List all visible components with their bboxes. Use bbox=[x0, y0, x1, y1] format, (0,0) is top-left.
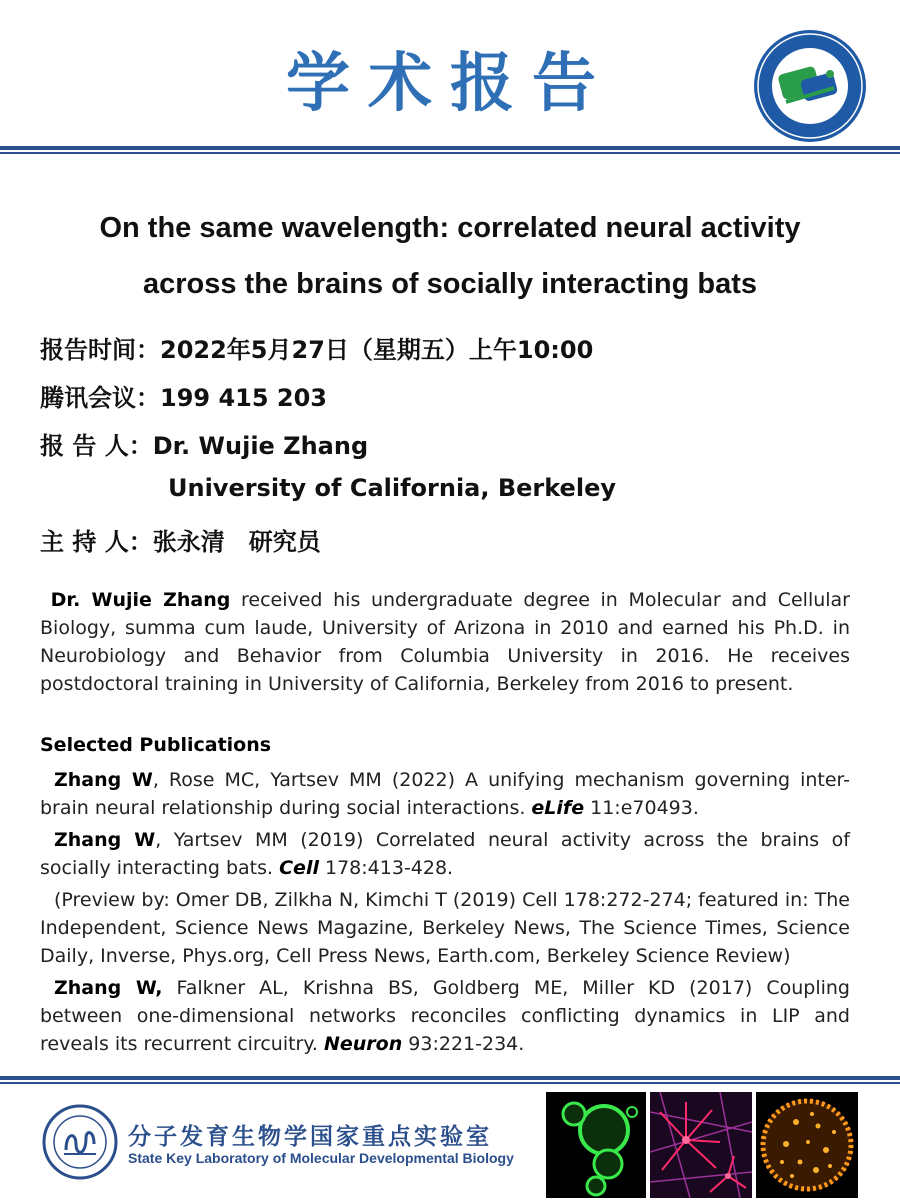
talk-title-line2: across the brains of socially interacting bats bbox=[142, 268, 758, 300]
speaker-name: Dr. Wujie Zhang bbox=[152, 432, 369, 460]
host-line bbox=[40, 522, 321, 557]
pub-journal: eLife bbox=[531, 797, 585, 819]
meeting-line bbox=[40, 378, 327, 413]
publication-note bbox=[40, 886, 850, 970]
pub-text: , Rose MC, Yartsev MM (2022) A unifying mechanism governing inter-brain neural relationship during social interactions. bbox=[40, 769, 851, 819]
institute-logo bbox=[752, 28, 868, 144]
host-label: 主 持 人： bbox=[40, 528, 153, 556]
publication-item bbox=[40, 974, 850, 1058]
time-value: 2022年5月27日（星期五）上午10:00 bbox=[160, 336, 594, 364]
pub-author: Zhang W, bbox=[54, 977, 163, 999]
bio-text: received his undergraduate degree in Molecular and Cellular Biology, summa cum laude, University of Arizona in 2010 and earned his Ph.D. in Neurobiology and Behavior from Columbia University in 2016. He receives postdoctoral training in University of California, Berkeley from 2016 to present. bbox=[40, 589, 850, 695]
pub-text: , Yartsev MM (2019) Correlated neural activity across the brains of socially interacting bats. bbox=[40, 829, 850, 879]
header-rule-top bbox=[0, 146, 900, 150]
lab-name-english: State Key Laboratory of Molecular Developmental Biology bbox=[128, 1150, 514, 1166]
publication-item bbox=[40, 826, 850, 882]
microscopy-image-embryo-orange bbox=[756, 1092, 858, 1198]
publication-item bbox=[40, 766, 850, 822]
lab-logo bbox=[42, 1104, 118, 1180]
footer-rule-bottom bbox=[0, 1082, 900, 1084]
meeting-id: 199 415 203 bbox=[160, 384, 328, 412]
lab-name-chinese: 分子发育生物学国家重点实验室 bbox=[128, 1123, 492, 1150]
bio-name: Dr. Wujie Zhang bbox=[50, 589, 231, 611]
speaker-affiliation: University of California, Berkeley bbox=[168, 474, 616, 502]
footer-rule-top bbox=[0, 1076, 900, 1080]
pub-journal: Cell bbox=[279, 857, 319, 879]
publications-heading: Selected Publications bbox=[40, 734, 272, 756]
talk-title bbox=[40, 200, 860, 312]
pub-text: Falkner AL, Krishna BS, Goldberg ME, Miller KD (2017) Coupling between one-dimensional networks reconciles conflicting dynamics in LIP and reveals its recurrent circuitry. bbox=[40, 977, 850, 1055]
pub-author: Zhang W bbox=[54, 829, 156, 851]
pub-note-text: (Preview by: Omer DB, Zilkha N, Kimchi T (2019) Cell 178:272-274; featured in: The Independent, Science News Magazine, Berkeley News, The Science Times, Science Daily, Inverse, Phys.org, Cell Press News, Earth.com, Berkeley Science Review) bbox=[40, 889, 850, 967]
publication-list bbox=[40, 766, 850, 1062]
talk-title-line1: On the same wavelength: correlated neural activity bbox=[99, 212, 801, 244]
speaker-bio bbox=[40, 586, 850, 698]
speaker-label: 报 告 人： bbox=[40, 432, 153, 460]
pub-ref: 11:e70493. bbox=[584, 797, 699, 819]
header-rule-bottom bbox=[0, 152, 900, 154]
time-line bbox=[40, 330, 593, 365]
speaker-line bbox=[40, 426, 368, 461]
pub-ref: 93:221-234. bbox=[402, 1033, 525, 1055]
microscopy-image-neurons-magenta bbox=[650, 1092, 752, 1198]
pub-journal: Neuron bbox=[323, 1033, 403, 1055]
pub-ref: 178:413-428. bbox=[318, 857, 454, 879]
poster-title: 学术报告 bbox=[286, 46, 614, 121]
time-label: 报告时间： bbox=[40, 336, 160, 364]
host-value: 张永清 研究员 bbox=[152, 528, 321, 556]
pub-author: Zhang W bbox=[54, 769, 153, 791]
meeting-label: 腾讯会议： bbox=[40, 384, 160, 412]
microscopy-image-cells-green bbox=[546, 1092, 646, 1198]
